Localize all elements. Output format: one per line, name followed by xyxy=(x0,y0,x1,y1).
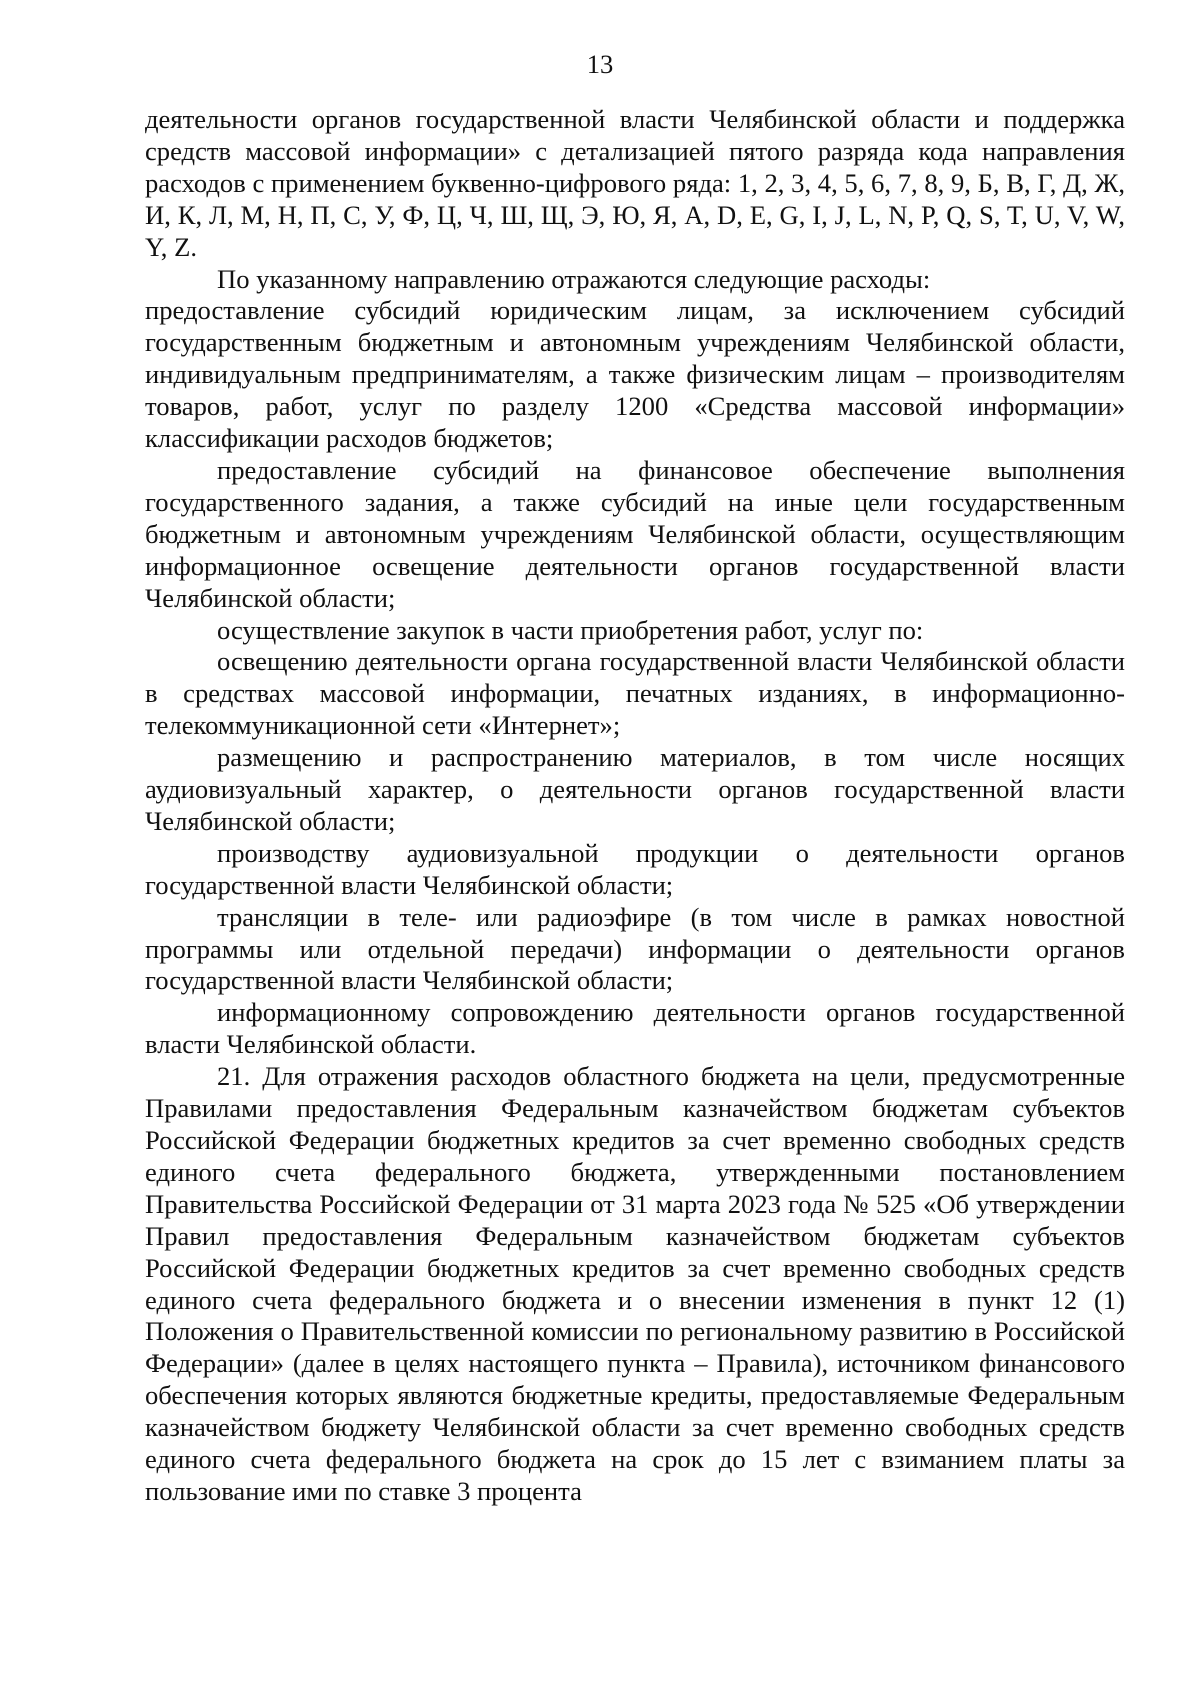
paragraph-media-coverage: освещению деятельности органа государственной власти Челябинской области в средствах массовой информации, печатных изданиях, в информационно-телекоммуникационной сети «Интернет»; xyxy=(145,646,1125,741)
paragraph-procurement: осуществление закупок в части приобретения работ, услуг по: xyxy=(217,614,924,645)
paragraph-subsidies-legal-entities: предоставление субсидий юридическим лицам, за исключением субсидий государственным бюджетным и автономным учреждениям Челябинской области, индивидуальным предпринимателям, а также физическим лицам – производителям товаров, работ, услуг по разделу 1200 «Средства массовой информации» классификации расходов бюджетов; xyxy=(145,295,1125,454)
document-body xyxy=(145,104,1125,1508)
paragraph-information-support: информационному сопровождению деятельности органов государственной власти Челябинской области. xyxy=(145,997,1125,1060)
paragraph-item-21: 21. Для отражения расходов областного бюджета на цели, предусмотренные Правилами предоставления Федеральным казначейством бюджетам субъектов Российской Федерации бюджетных кредитов за счет временно свободных средств единого счета федерального бюджета, утвержденными постановлением Правительства Российской Федерации от 31 марта 2023 года № 525 «Об утверждении Правил предоставления Федеральным казначейством бюджетам субъектов Российской Федерации бюджетных кредитов за счет временно свободных средств единого счета федерального бюджета и о внесении изменения в пункт 12 (1) Положения о Правительственной комиссии по региональному развитию в Российской Федерации» (далее в целях настоящего пункта – Правила), источником финансового обеспечения которых являются бюджетные кредиты, предоставляемые Федеральным казначейством бюджету Челябинской области за счет временно свободных средств единого счета федерального бюджета на срок до 15 лет с взиманием платы за пользование ими по ставке 3 процента xyxy=(145,1061,1125,1506)
paragraph-audiovisual-production: производству аудиовизуальной продукции о деятельности органов государственной власти Челябинской области; xyxy=(145,837,1125,900)
paragraph-broadcasting: трансляции в теле- или радиоэфире (в том числе в рамках новостной программы или отдельной передачи) информации о деятельности органов государственной власти Челябинской области; xyxy=(145,901,1125,996)
paragraph-continuation: деятельности органов государственной власти Челябинской области и поддержка средств массовой информации» с детализацией пятого разряда кода направления расходов с применением буквенно-цифрового ряда: 1, 2, 3, 4, 5, 6, 7, 8, 9, Б, В, Г, Д, Ж, И, К, Л, М, Н, П, С, У, Ф, Ц, Ч, Ш, Щ, Э, Ю, Я, A, D, E, G, I, J, L, N, P, Q, S, T, U, V, W, Y, Z. xyxy=(145,104,1125,262)
paragraph-materials-distribution: размещению и распространению материалов, в том числе носящих аудиовизуальный характер, о деятельности органов государственной власти Челябинской области; xyxy=(145,742,1125,836)
paragraph-subsidies-state-task: предоставление субсидий на финансовое обеспечение выполнения государственного задания, а также субсидий на иные цели государственным бюджетным и автономным учреждениям Челябинской области, осуществляющим информационное освещение деятельности органов государственной власти Челябинской области; xyxy=(145,454,1125,613)
paragraph-expenses-intro: По указанному направлению отражаются следующие расходы: xyxy=(217,263,931,294)
page-number: 13 xyxy=(586,49,614,79)
